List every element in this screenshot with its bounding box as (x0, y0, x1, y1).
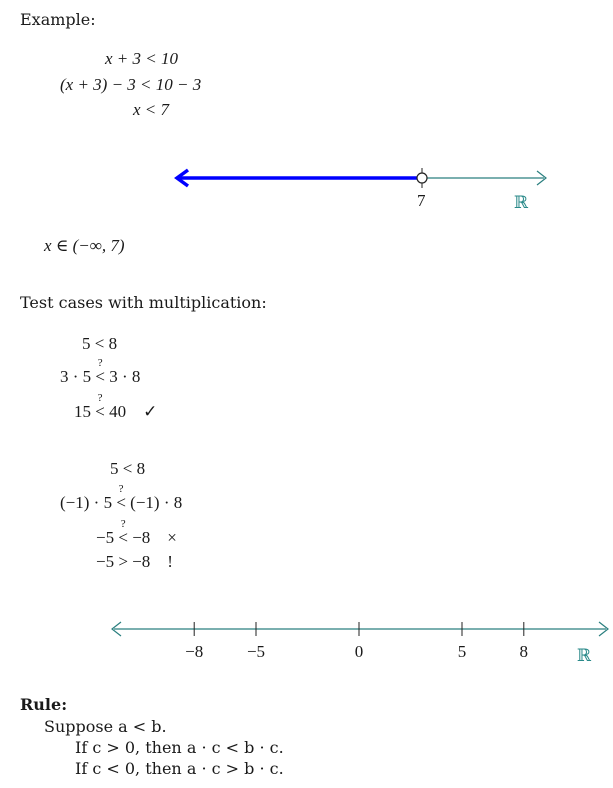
rule-suppose: Suppose a < b. (44, 717, 167, 736)
tick-label: 5 (457, 642, 467, 661)
check-mark: ✓ (143, 402, 158, 421)
example-heading: Example: (20, 10, 96, 29)
axis-label-reals-2: ℝ (577, 646, 592, 665)
case1-line2: 3 · 5 ? < 3 · 8 (60, 357, 141, 386)
example-line-1: x + 3 < 10 (105, 49, 178, 68)
example-line-3: x < 7 (133, 100, 170, 119)
case2-line3: −5 ? < −8 × (96, 518, 177, 547)
axis-label-reals-1: ℝ (514, 193, 529, 212)
rule-if-positive: If c > 0, then a · c < b · c. (75, 738, 284, 757)
tick-label: −8 (185, 642, 204, 661)
rule-heading: Rule: (20, 695, 68, 714)
cross-mark: × (167, 528, 177, 547)
case1-line1: 5 < 8 (82, 334, 118, 353)
solution-set: x ∈ (−∞, 7) (44, 236, 125, 255)
rule-if-negative: If c < 0, then a · c > b · c. (75, 759, 284, 778)
tick-label: −5 (246, 642, 266, 661)
case1-line3: 15 ? < 40 ✓ (74, 392, 158, 421)
case2-line4: −5 > −8 ! (96, 552, 173, 571)
case2-line2: (−1) · 5 ? < (−1) · 8 (60, 483, 183, 512)
test-heading: Test cases with multiplication: (20, 293, 267, 312)
tick-label: 8 (519, 642, 529, 661)
example-line-2: (x + 3) − 3 < 10 − 3 (60, 75, 202, 94)
case2-line1: 5 < 8 (110, 459, 146, 478)
tick-label-7: 7 (417, 191, 426, 210)
tick-label: 0 (354, 642, 364, 661)
exclamation-mark: ! (167, 552, 173, 571)
